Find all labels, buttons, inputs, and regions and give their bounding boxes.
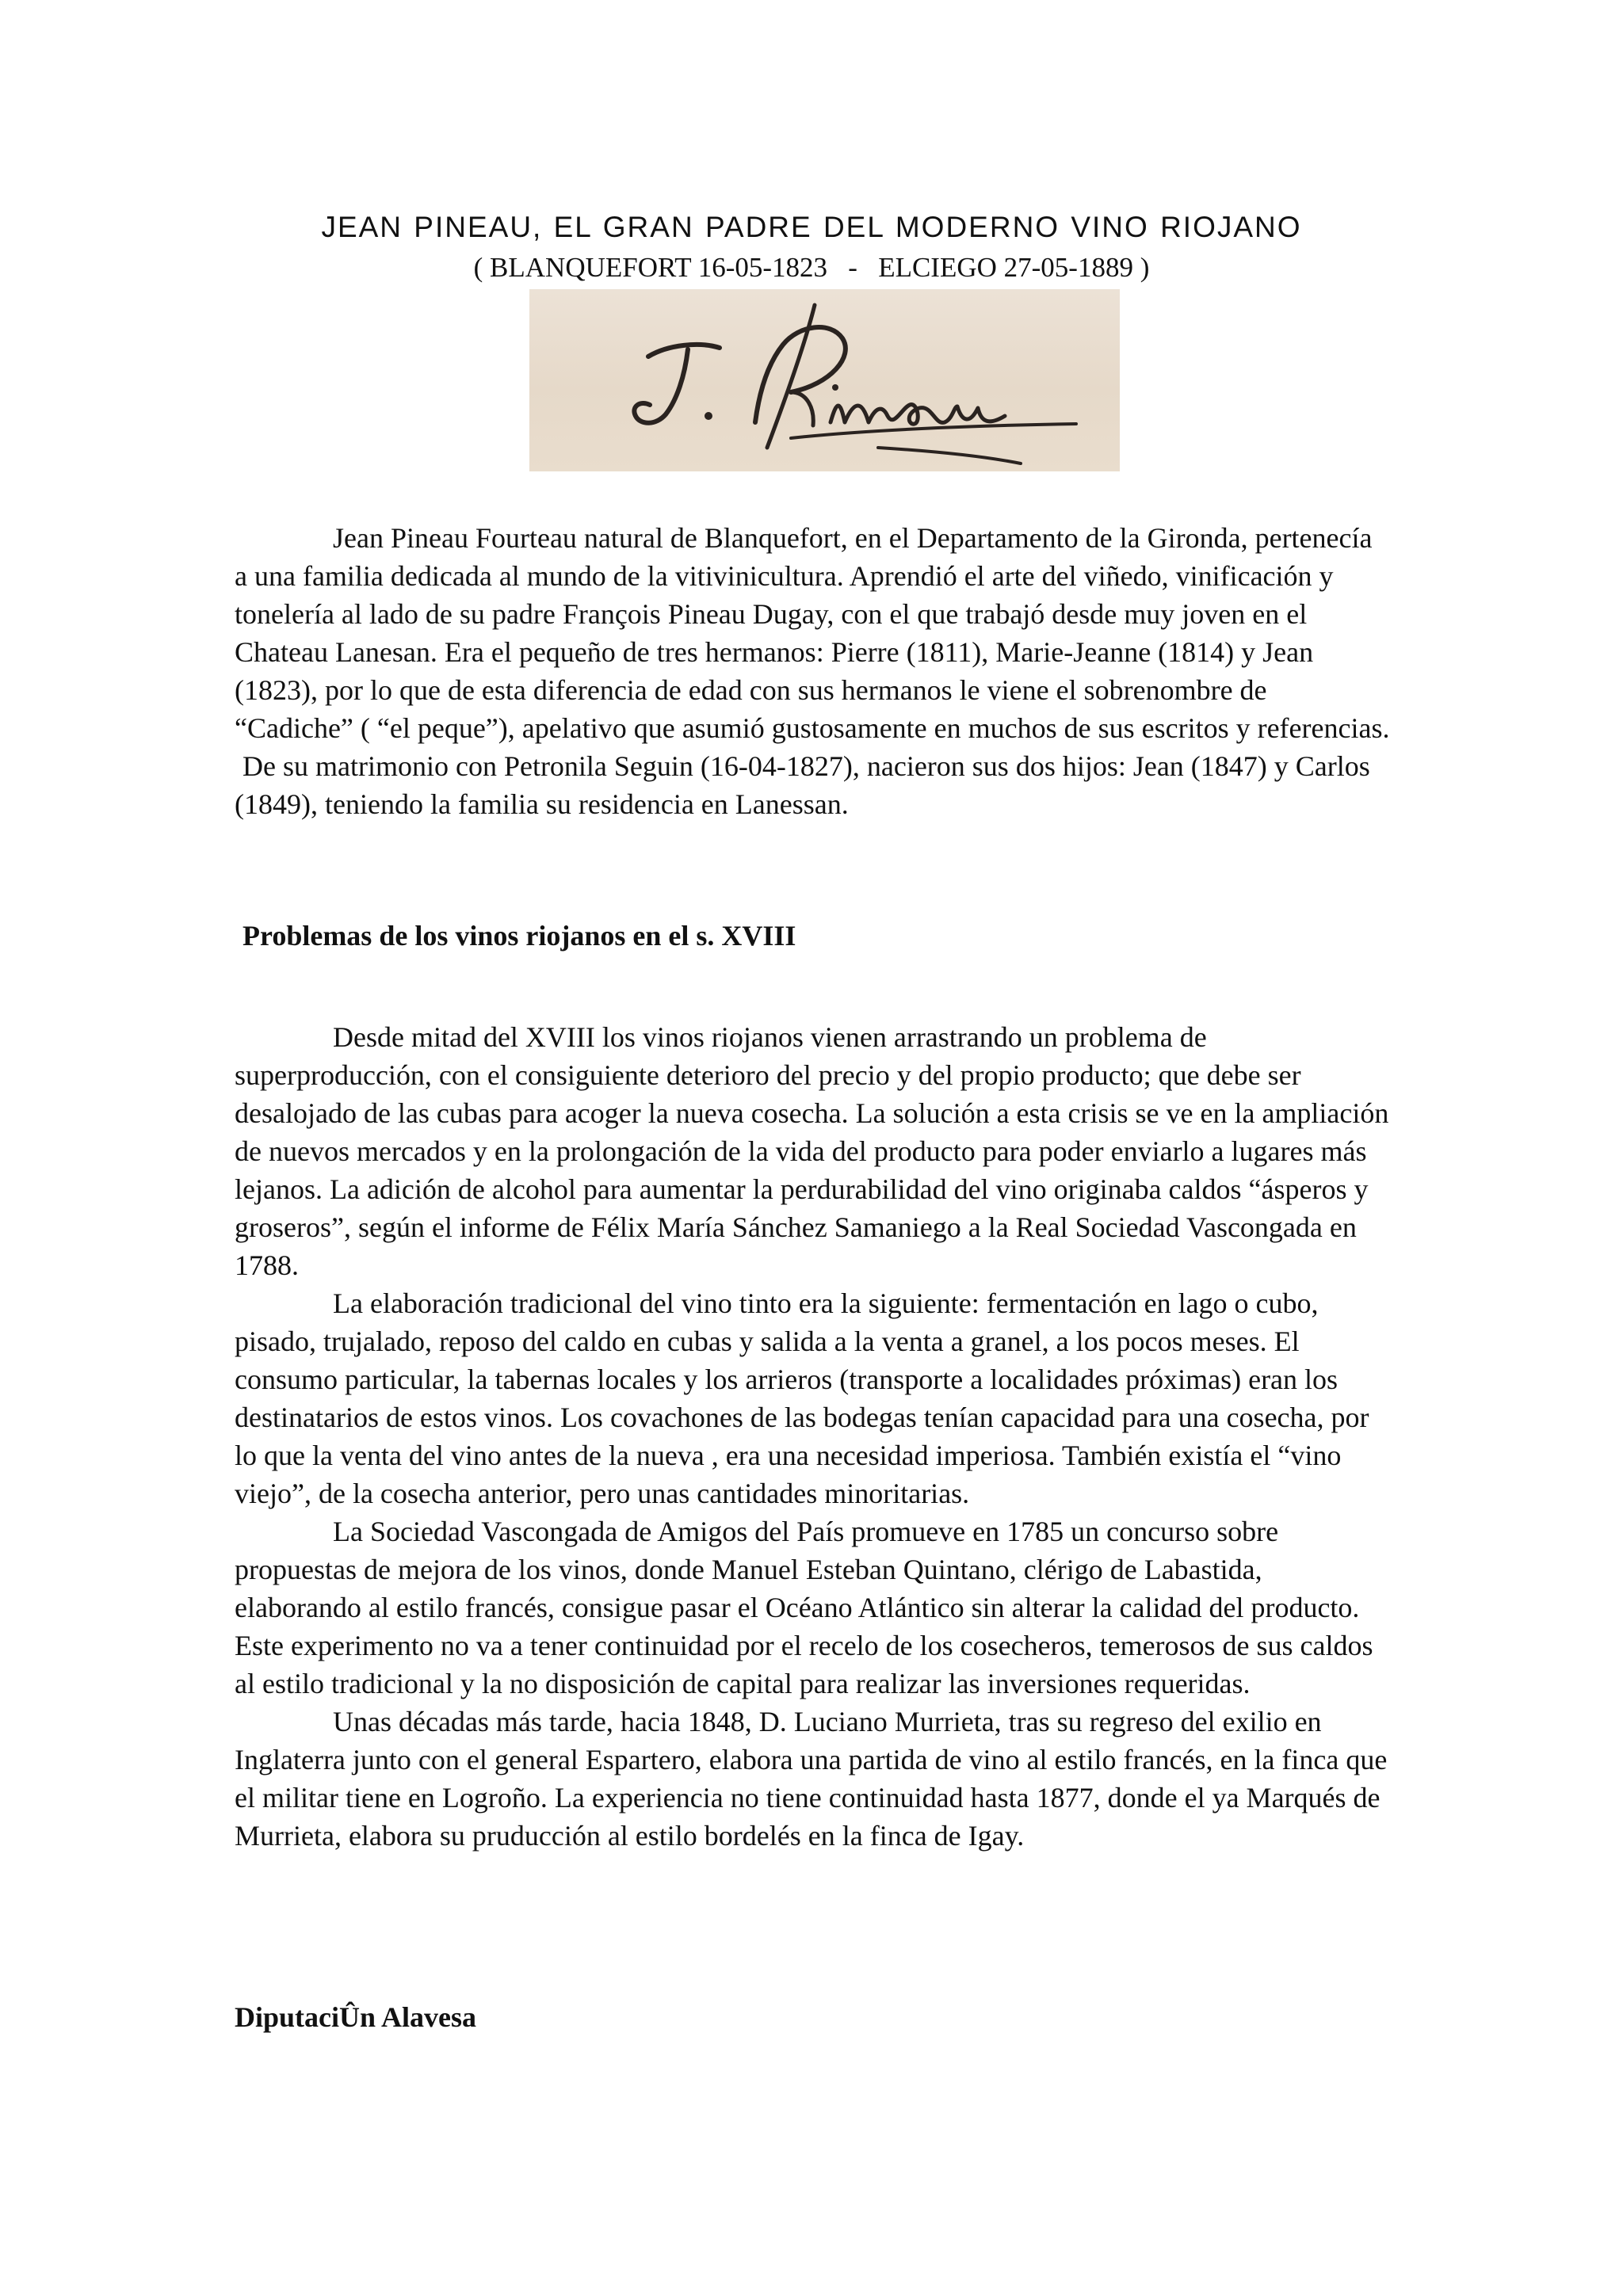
handwritten-signature-icon	[529, 289, 1120, 471]
intro-section	[235, 519, 1392, 823]
paragraph: Desde mitad del XVIII los vinos riojanos vienen arrastrando un problema de superproducción, con el consiguiente deterioro del precio y del propio producto; que debe ser desalojado de las cubas para acoger la nueva cosecha. La solución a esta crisis se ve en la ampliación de nuevos mercados y en la prolongación de la vida del producto para poder enviarlo a lugares más lejanos. La adición de alcohol para aumentar la perdurabilidad del vino originaba caldos “ásperos y groseros”, según el informe de Félix María Sánchez Samaniego a la Real Sociedad Vascongada en 1788.	[235, 1021, 1389, 1281]
document-subtitle: ( BLANQUEFORT 16-05-1823 - ELCIEGO 27-05-1889 )	[473, 252, 1150, 283]
section-heading: Problemas de los vinos riojanos en el s. XVIII	[242, 920, 796, 952]
paragraph: Unas décadas más tarde, hacia 1848, D. Luciano Murrieta, tras su regreso del exilio en Inglaterra junto con el general Espartero, elabora una partida de vino al estilo francés, en la finca que el militar tiene en Logroño. La experiencia no tiene continuidad hasta 1877, donde el ya Marqués de Murrieta, elabora su pruducción al estilo bordelés en la finca de Igay.	[235, 1706, 1388, 1852]
problems-section	[235, 1018, 1392, 1855]
paragraph: La Sociedad Vascongada de Amigos del País promueve en 1785 un concurso sobre propuestas de mejora de los vinos, donde Manuel Esteban Quintano, clérigo de Labastida, elaborando al estilo francés, consigue pasar el Océano Atlántico sin alterar la calidad del producto. Este experimento no va a tener continuidad por el recelo de los cosecheros, temerosos de sus caldos al estilo tradicional y la no disposición de capital para realizar las inversiones requeridas.	[235, 1516, 1373, 1699]
document-title: JEAN PINEAU, EL GRAN PADRE DEL MODERNO VINO RIOJANO	[321, 211, 1302, 243]
paragraph: La elaboración tradicional del vino tinto era la siguiente: fermentación en lago o cubo, pisado, trujalado, reposo del caldo en cubas y salida a la venta a granel, a los pocos meses. El consumo particular, la tabernas locales y los arrieros (transporte a localidades próximas) eran los destinatarios de estos vinos. Los covachones de las bodegas tenían capacidad para una cosecha, por lo que la venta del vino antes de la nueva , era una necesidad imperiosa. También existía el “vino viejo”, de la cosecha anterior, pero unas cantidades minoritarias.	[235, 1287, 1369, 1509]
section-heading: DiputaciÛn Alavesa	[235, 2001, 477, 2033]
paragraph: De su matrimonio con Petronila Seguin (16-04-1827), nacieron sus dos hijos: Jean (1847) y Carlos (1849), teniendo la familia su residencia en Lanessan.	[235, 750, 1370, 820]
paragraph: Jean Pineau Fourteau natural de Blanquefort, en el Departamento de la Gironda, pertenecía a una familia dedicada al mundo de la vitivinicultura. Aprendió el arte del viñedo, vinificación y tonelería al lado de su padre François Pineau Dugay, con el que trabajó desde muy joven en el Chateau Lanesan. Era el pequeño de tres hermanos: Pierre (1811), Marie-Jeanne (1814) y Jean (1823), por lo que de esta diferencia de edad con sus hermanos le viene el sobrenombre de “Cadiche” ( “el peque”), apelativo que asumió gustosamente en muchos de sus escritos y referencias.	[235, 522, 1390, 744]
signature-image	[529, 289, 1120, 471]
